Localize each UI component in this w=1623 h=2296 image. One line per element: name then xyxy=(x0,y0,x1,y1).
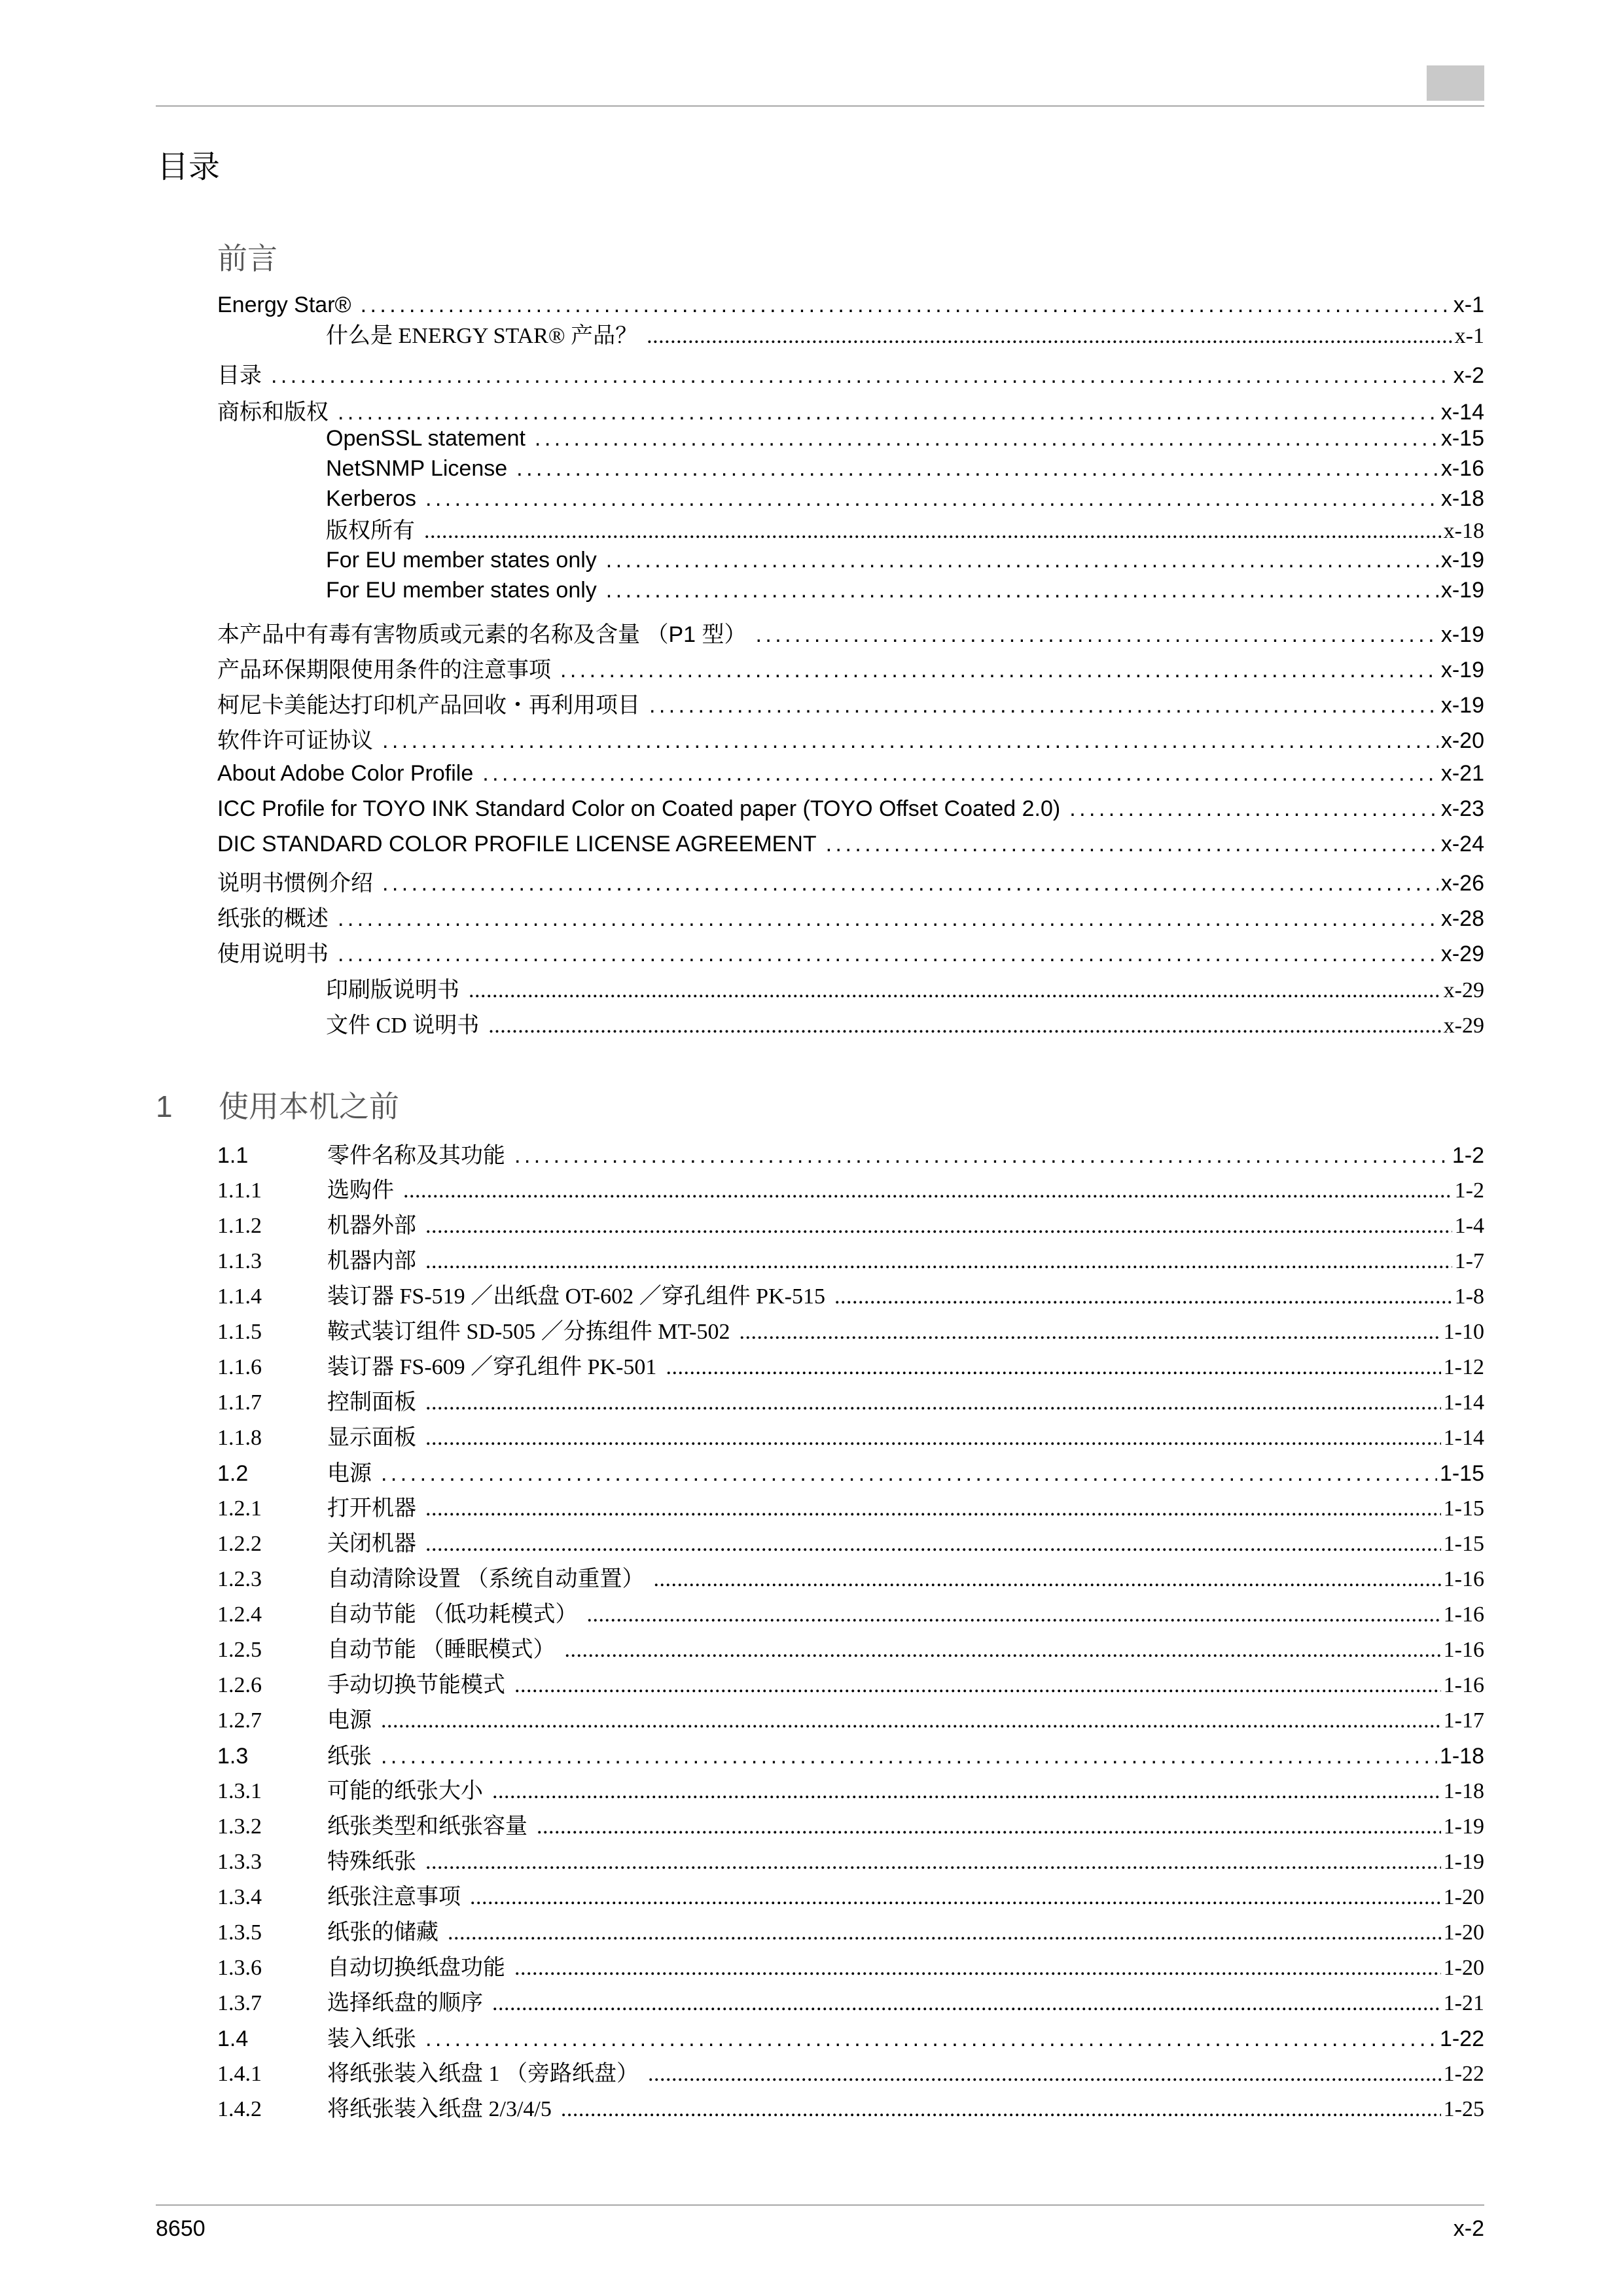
toc-entry[interactable]: 1.1 零件名称及其功能 . . . 1-2 xyxy=(217,1141,1484,1170)
toc-entry[interactable]: 目录 . . . x-2 xyxy=(217,361,1484,390)
toc-entry[interactable]: 1.2.7 电源 . . . 1-17 xyxy=(217,1706,1484,1735)
toc-entry[interactable]: 软件许可证协议 . . . x-20 xyxy=(217,726,1484,755)
toc-entry[interactable]: DIC STANDARD COLOR PROFILE LICENSE AGREEMENT . . . x-24 xyxy=(217,830,1484,858)
toc-entry[interactable]: 使用说明书 . . . x-29 xyxy=(217,940,1484,968)
toc-entry[interactable]: 1.2.2 关闭机器 . . . 1-15 xyxy=(217,1530,1484,1559)
toc-entry[interactable]: 1.3 纸张 . . . 1-18 xyxy=(217,1742,1484,1771)
preface-heading: 前言 xyxy=(217,241,277,275)
chapter-tab-marker xyxy=(1427,65,1484,101)
toc-entry[interactable]: For EU member states only . . . x-19 xyxy=(326,576,1484,605)
toc-entry[interactable]: 1.4.1 将纸张装入纸盘 1 （旁路纸盘） . . . 1-22 xyxy=(217,2060,1484,2089)
toc-entry[interactable]: 1.4 装入纸张 . . . 1-22 xyxy=(217,2024,1484,2053)
toc-entry[interactable]: 1.3.5 纸张的储藏 . . . 1-20 xyxy=(217,1918,1484,1947)
toc-entry[interactable]: 1.2.5 自动节能 （睡眠模式） . . . 1-16 xyxy=(217,1636,1484,1665)
footer-model: 8650 xyxy=(156,2216,205,2241)
toc-entry[interactable]: 纸张的概述 . . . x-28 xyxy=(217,904,1484,933)
toc-entry[interactable]: 1.1.6 装订器 FS-609 ／穿孔组件 PK-501 . . . 1-12 xyxy=(217,1353,1484,1382)
toc-entry[interactable]: 1.1.4 装订器 FS-519 ／出纸盘 OT-602 ／穿孔组件 PK-515 . . . 1-8 xyxy=(217,1282,1484,1311)
toc-entry[interactable]: For EU member states only . . . x-19 xyxy=(326,546,1484,574)
toc-entry[interactable]: 什么是 ENERGY STAR® 产品？ . . . x-1 xyxy=(326,322,1484,351)
toc-entry[interactable]: 1.3.2 纸张类型和纸张容量 . . . 1-19 xyxy=(217,1812,1484,1841)
toc-entry[interactable]: OpenSSL statement . . . x-15 xyxy=(326,424,1484,453)
toc-entry[interactable]: 文件 CD 说明书 . . . x-29 xyxy=(326,1012,1484,1040)
footer-page-number: x-2 xyxy=(1453,2216,1484,2241)
toc-entry[interactable]: 1.2 电源 . . . 1-15 xyxy=(217,1459,1484,1488)
toc-entry[interactable]: Kerberos . . . x-18 xyxy=(326,484,1484,513)
toc-entry[interactable]: 1.1.5 鞍式装订组件 SD-505 ／分拣组件 MT-502 . . . 1-10 xyxy=(217,1318,1484,1347)
toc-entry[interactable]: 1.3.6 自动切换纸盘功能 . . . 1-20 xyxy=(217,1954,1484,1983)
toc-entry[interactable]: 产品环保期限使用条件的注意事项 . . . x-19 xyxy=(217,656,1484,684)
toc-entry[interactable]: 1.2.3 自动清除设置 （系统自动重置） . . . 1-16 xyxy=(217,1565,1484,1594)
toc-entry[interactable]: 1.3.7 选择纸盘的顺序 . . . 1-21 xyxy=(217,1989,1484,2018)
toc-entry[interactable]: 1.1.8 显示面板 . . . 1-14 xyxy=(217,1424,1484,1453)
toc-entry[interactable]: 1.1.3 机器内部 . . . 1-7 xyxy=(217,1247,1484,1276)
toc-entry[interactable]: ICC Profile for TOYO INK Standard Color on Coated paper (TOYO Offset Coated 2.0) . . . x-23 xyxy=(217,794,1484,823)
toc-entry[interactable]: 本产品中有毒有害物质或元素的名称及含量 （P1 型） . . . x-19 xyxy=(217,620,1484,649)
toc-entry[interactable]: 1.1.1 选购件 . . . 1-2 xyxy=(217,1176,1484,1205)
header-rule xyxy=(156,105,1484,107)
toc-entry[interactable]: 1.1.7 控制面板 . . . 1-14 xyxy=(217,1388,1484,1417)
toc-entry[interactable]: 印刷版说明书 . . . x-29 xyxy=(326,976,1484,1005)
toc-entry[interactable]: About Adobe Color Profile . . . x-21 xyxy=(217,759,1484,788)
page-title: 目录 xyxy=(157,150,221,185)
toc-entry[interactable]: 1.2.4 自动节能 （低功耗模式） . . . 1-16 xyxy=(217,1600,1484,1629)
toc-entry[interactable]: 柯尼卡美能达打印机产品回收・再利用项目 . . . x-19 xyxy=(217,691,1484,720)
footer-rule xyxy=(156,2204,1484,2206)
toc-entry[interactable]: 1.3.4 纸张注意事项 . . . 1-20 xyxy=(217,1883,1484,1912)
toc-entry[interactable]: 1.3.1 可能的纸张大小 . . . 1-18 xyxy=(217,1777,1484,1806)
toc-entry[interactable]: 说明书惯例介绍 . . . x-26 xyxy=(217,869,1484,898)
toc-entry[interactable]: 商标和版权 . . . x-14 xyxy=(217,398,1484,427)
toc-entry[interactable]: 1.1.2 机器外部 . . . 1-4 xyxy=(217,1212,1484,1241)
toc-entry[interactable]: Energy Star® . . . x-1 xyxy=(217,291,1484,319)
toc-entry[interactable]: 1.2.6 手动切换节能模式 . . . 1-16 xyxy=(217,1671,1484,1700)
toc-entry[interactable]: NetSNMP License . . . x-16 xyxy=(326,454,1484,483)
toc-entry[interactable]: 版权所有 . . . x-18 xyxy=(326,517,1484,546)
toc-entry[interactable]: 1.3.3 特殊纸张 . . . 1-19 xyxy=(217,1848,1484,1877)
toc-entry[interactable]: 1.4.2 将纸张装入纸盘 2/3/4/5 . . . 1-25 xyxy=(217,2095,1484,2124)
toc-entry[interactable]: 1.2.1 打开机器 . . . 1-15 xyxy=(217,1494,1484,1523)
